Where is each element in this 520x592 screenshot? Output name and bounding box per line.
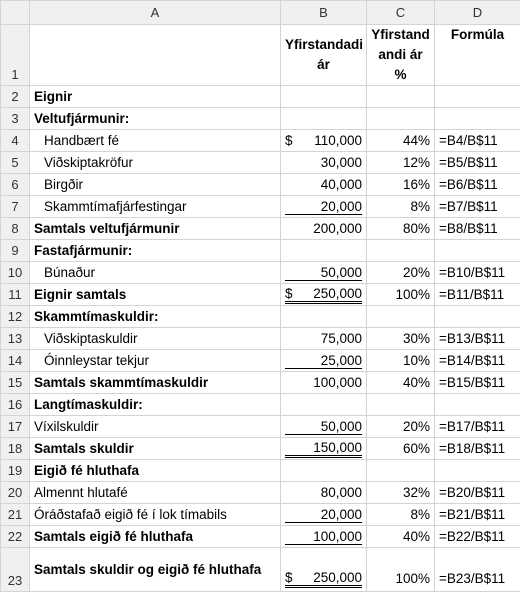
cell-c[interactable] bbox=[367, 306, 435, 328]
cell-d[interactable]: =B15/B$11 bbox=[435, 372, 520, 394]
cell-value: 20,000 bbox=[285, 507, 362, 523]
table-row bbox=[1, 86, 520, 108]
cell-a[interactable]: Skammtímafjárfestingar bbox=[30, 196, 281, 218]
cell-b[interactable] bbox=[281, 196, 367, 218]
cell-b[interactable] bbox=[281, 548, 367, 592]
cell-b[interactable]: 40,000 bbox=[281, 174, 367, 196]
cell-b[interactable] bbox=[281, 438, 367, 460]
table-row bbox=[1, 25, 520, 86]
cell-c[interactable]: 60% bbox=[367, 438, 435, 460]
cell-value: 50,000 bbox=[285, 419, 362, 435]
cell-value: 110,000 bbox=[314, 133, 362, 148]
table-row bbox=[1, 174, 520, 196]
cell-c[interactable] bbox=[367, 240, 435, 262]
table-row bbox=[1, 196, 520, 218]
cell-c[interactable]: 10% bbox=[367, 350, 435, 372]
cell-a[interactable]: Eignir samtals bbox=[30, 284, 281, 306]
currency-symbol: $ bbox=[285, 570, 293, 585]
cell-d[interactable]: =B13/B$11 bbox=[435, 328, 520, 350]
cell-value: 50,000 bbox=[285, 265, 362, 281]
cell-c[interactable]: 80% bbox=[367, 218, 435, 240]
cell-b[interactable] bbox=[281, 416, 367, 438]
table-row bbox=[1, 284, 520, 306]
cell-a[interactable]: Samtals veltufjármunir bbox=[30, 218, 281, 240]
cell-a[interactable]: Almennt hlutafé bbox=[30, 482, 281, 504]
row-header[interactable]: 8 bbox=[1, 218, 30, 240]
table-row bbox=[1, 306, 520, 328]
cell-c[interactable]: 40% bbox=[367, 526, 435, 548]
cell-d[interactable] bbox=[435, 306, 520, 328]
cell-a[interactable]: Handbært fé bbox=[30, 130, 281, 152]
cell-d[interactable]: =B23/B$11 bbox=[435, 548, 520, 592]
row-header[interactable]: 9 bbox=[1, 240, 30, 262]
cell-c[interactable]: 20% bbox=[367, 416, 435, 438]
table-row bbox=[1, 262, 520, 284]
cell-value: 20,000 bbox=[285, 199, 362, 215]
currency-symbol: $ bbox=[285, 286, 293, 301]
column-header-a[interactable]: A bbox=[30, 1, 281, 25]
table-row bbox=[1, 438, 520, 460]
cell-d[interactable]: =B7/B$11 bbox=[435, 196, 520, 218]
cell-a[interactable]: Fastafjármunir: bbox=[30, 240, 281, 262]
cell-d[interactable]: =B5/B$11 bbox=[435, 152, 520, 174]
cell-d[interactable]: =B17/B$11 bbox=[435, 416, 520, 438]
table-row bbox=[1, 526, 520, 548]
cell-b[interactable]: 100,000 bbox=[281, 372, 367, 394]
cell-value: 150,000 bbox=[285, 440, 362, 458]
cell-a[interactable]: Birgðir bbox=[30, 174, 281, 196]
cell-d[interactable]: =B8/B$11 bbox=[435, 218, 520, 240]
cell-b[interactable] bbox=[281, 262, 367, 284]
cell-c[interactable] bbox=[367, 108, 435, 130]
cell-b[interactable]: 75,000 bbox=[281, 328, 367, 350]
table-row bbox=[1, 218, 520, 240]
cell-c[interactable] bbox=[367, 394, 435, 416]
table-row bbox=[1, 416, 520, 438]
cell-a[interactable]: Viðskiptaskuldir bbox=[30, 328, 281, 350]
cell-d[interactable]: =B20/B$11 bbox=[435, 482, 520, 504]
row-header[interactable]: 5 bbox=[1, 152, 30, 174]
cell-a[interactable]: Veltufjármunir: bbox=[30, 108, 281, 130]
column-header-row bbox=[1, 1, 520, 25]
cell-a[interactable]: Víxilskuldir bbox=[30, 416, 281, 438]
cell-b[interactable] bbox=[281, 460, 367, 482]
cell-c[interactable] bbox=[367, 460, 435, 482]
cell-b[interactable] bbox=[281, 108, 367, 130]
column-header-b[interactable]: B bbox=[281, 1, 367, 25]
table-row bbox=[1, 240, 520, 262]
row-header[interactable]: 20 bbox=[1, 482, 30, 504]
cell-d[interactable]: =B6/B$11 bbox=[435, 174, 520, 196]
row-header[interactable]: 22 bbox=[1, 526, 30, 548]
cell-c[interactable]: 8% bbox=[367, 196, 435, 218]
row-header[interactable]: 15 bbox=[1, 372, 30, 394]
cell-c[interactable] bbox=[367, 86, 435, 108]
row-header[interactable]: 13 bbox=[1, 328, 30, 350]
cell-b[interactable]: 80,000 bbox=[281, 482, 367, 504]
cell-a[interactable]: Óráðstafað eigið fé í lok tímabils bbox=[30, 504, 281, 526]
cell-b[interactable] bbox=[281, 240, 367, 262]
cell-d[interactable]: =B11/B$11 bbox=[435, 284, 520, 306]
table-row bbox=[1, 548, 520, 592]
cell-b[interactable] bbox=[281, 86, 367, 108]
cell-c[interactable]: 8% bbox=[367, 504, 435, 526]
cell-a[interactable]: Samtals eigið fé hluthafa bbox=[30, 526, 281, 548]
table-row bbox=[1, 394, 520, 416]
row-header[interactable]: 6 bbox=[1, 174, 30, 196]
cell-c[interactable]: 44% bbox=[367, 130, 435, 152]
cell-d[interactable] bbox=[435, 460, 520, 482]
row-header[interactable]: 19 bbox=[1, 460, 30, 482]
cell-a[interactable]: Eigið fé hluthafa bbox=[30, 460, 281, 482]
cell-d[interactable]: =B10/B$11 bbox=[435, 262, 520, 284]
cell-d[interactable]: =B21/B$11 bbox=[435, 504, 520, 526]
row-header[interactable]: 10 bbox=[1, 262, 30, 284]
cell-a[interactable]: Viðskiptakröfur bbox=[30, 152, 281, 174]
cell-c[interactable]: 100% bbox=[367, 548, 435, 592]
table-row bbox=[1, 460, 520, 482]
cell-b1[interactable]: Yfirstandadi ár bbox=[281, 25, 367, 86]
column-header-c[interactable]: C bbox=[367, 1, 435, 25]
cell-c[interactable]: 12% bbox=[367, 152, 435, 174]
cell-value: 250,000 bbox=[313, 570, 362, 585]
cell-a[interactable]: Eignir bbox=[30, 86, 281, 108]
table-row bbox=[1, 130, 520, 152]
cell-d[interactable]: =B4/B$11 bbox=[435, 130, 520, 152]
cell-d[interactable]: =B22/B$11 bbox=[435, 526, 520, 548]
cell-a[interactable]: Skammtímaskuldir: bbox=[30, 306, 281, 328]
cell-b[interactable] bbox=[281, 504, 367, 526]
cell-b[interactable] bbox=[281, 130, 367, 152]
cell-b[interactable]: 30,000 bbox=[281, 152, 367, 174]
table-row bbox=[1, 350, 520, 372]
row-header[interactable]: 12 bbox=[1, 306, 30, 328]
row-header[interactable]: 1 bbox=[1, 25, 30, 86]
cell-c1[interactable]: Yfirstand andi ár % bbox=[367, 25, 435, 86]
cell-d[interactable]: =B14/B$11 bbox=[435, 350, 520, 372]
row-header[interactable]: 3 bbox=[1, 108, 30, 130]
cell-b[interactable] bbox=[281, 350, 367, 372]
row-header[interactable]: 17 bbox=[1, 416, 30, 438]
table-row bbox=[1, 482, 520, 504]
row-header[interactable]: 7 bbox=[1, 196, 30, 218]
row-header[interactable]: 16 bbox=[1, 394, 30, 416]
cell-value: 25,000 bbox=[285, 353, 362, 369]
cell-a1[interactable] bbox=[30, 25, 281, 86]
cell-a[interactable]: Samtals skuldir bbox=[30, 438, 281, 460]
table-row bbox=[1, 372, 520, 394]
row-header[interactable]: 4 bbox=[1, 130, 30, 152]
currency-symbol: $ bbox=[285, 133, 293, 148]
cell-c[interactable]: 16% bbox=[367, 174, 435, 196]
table-row bbox=[1, 152, 520, 174]
cell-b[interactable] bbox=[281, 284, 367, 306]
column-header-d[interactable]: D bbox=[435, 1, 520, 25]
cell-a[interactable]: Samtals skammtímaskuldir bbox=[30, 372, 281, 394]
cell-c[interactable]: 30% bbox=[367, 328, 435, 350]
cell-b[interactable] bbox=[281, 526, 367, 548]
row-header[interactable]: 14 bbox=[1, 350, 30, 372]
cell-c[interactable]: 32% bbox=[367, 482, 435, 504]
cell-b[interactable]: 200,000 bbox=[281, 218, 367, 240]
cell-b[interactable] bbox=[281, 306, 367, 328]
row-header[interactable]: 18 bbox=[1, 438, 30, 460]
cell-d[interactable]: =B18/B$11 bbox=[435, 438, 520, 460]
cell-a[interactable]: Óinnleystar tekjur bbox=[30, 350, 281, 372]
cell-b[interactable] bbox=[281, 394, 367, 416]
row-header[interactable]: 21 bbox=[1, 504, 30, 526]
cell-d[interactable] bbox=[435, 108, 520, 130]
cell-a[interactable]: Búnaður bbox=[30, 262, 281, 284]
cell-value: 100,000 bbox=[285, 529, 362, 545]
cell-d[interactable] bbox=[435, 86, 520, 108]
cell-c[interactable]: 100% bbox=[367, 284, 435, 306]
table-row bbox=[1, 328, 520, 350]
row-header[interactable]: 11 bbox=[1, 284, 30, 306]
cell-value: 250,000 bbox=[313, 286, 362, 301]
cell-a[interactable]: Samtals skuldir og eigið fé hluthafa bbox=[30, 548, 281, 592]
table-row bbox=[1, 504, 520, 526]
cell-d[interactable] bbox=[435, 240, 520, 262]
cell-c[interactable]: 20% bbox=[367, 262, 435, 284]
row-header[interactable]: 2 bbox=[1, 86, 30, 108]
cell-d[interactable] bbox=[435, 394, 520, 416]
row-header[interactable]: 23 bbox=[1, 548, 30, 592]
cell-c[interactable]: 40% bbox=[367, 372, 435, 394]
cell-a[interactable]: Langtímaskuldir: bbox=[30, 394, 281, 416]
table-row bbox=[1, 108, 520, 130]
select-all-corner[interactable] bbox=[1, 1, 30, 25]
cell-d1[interactable]: Formúla bbox=[435, 25, 520, 86]
